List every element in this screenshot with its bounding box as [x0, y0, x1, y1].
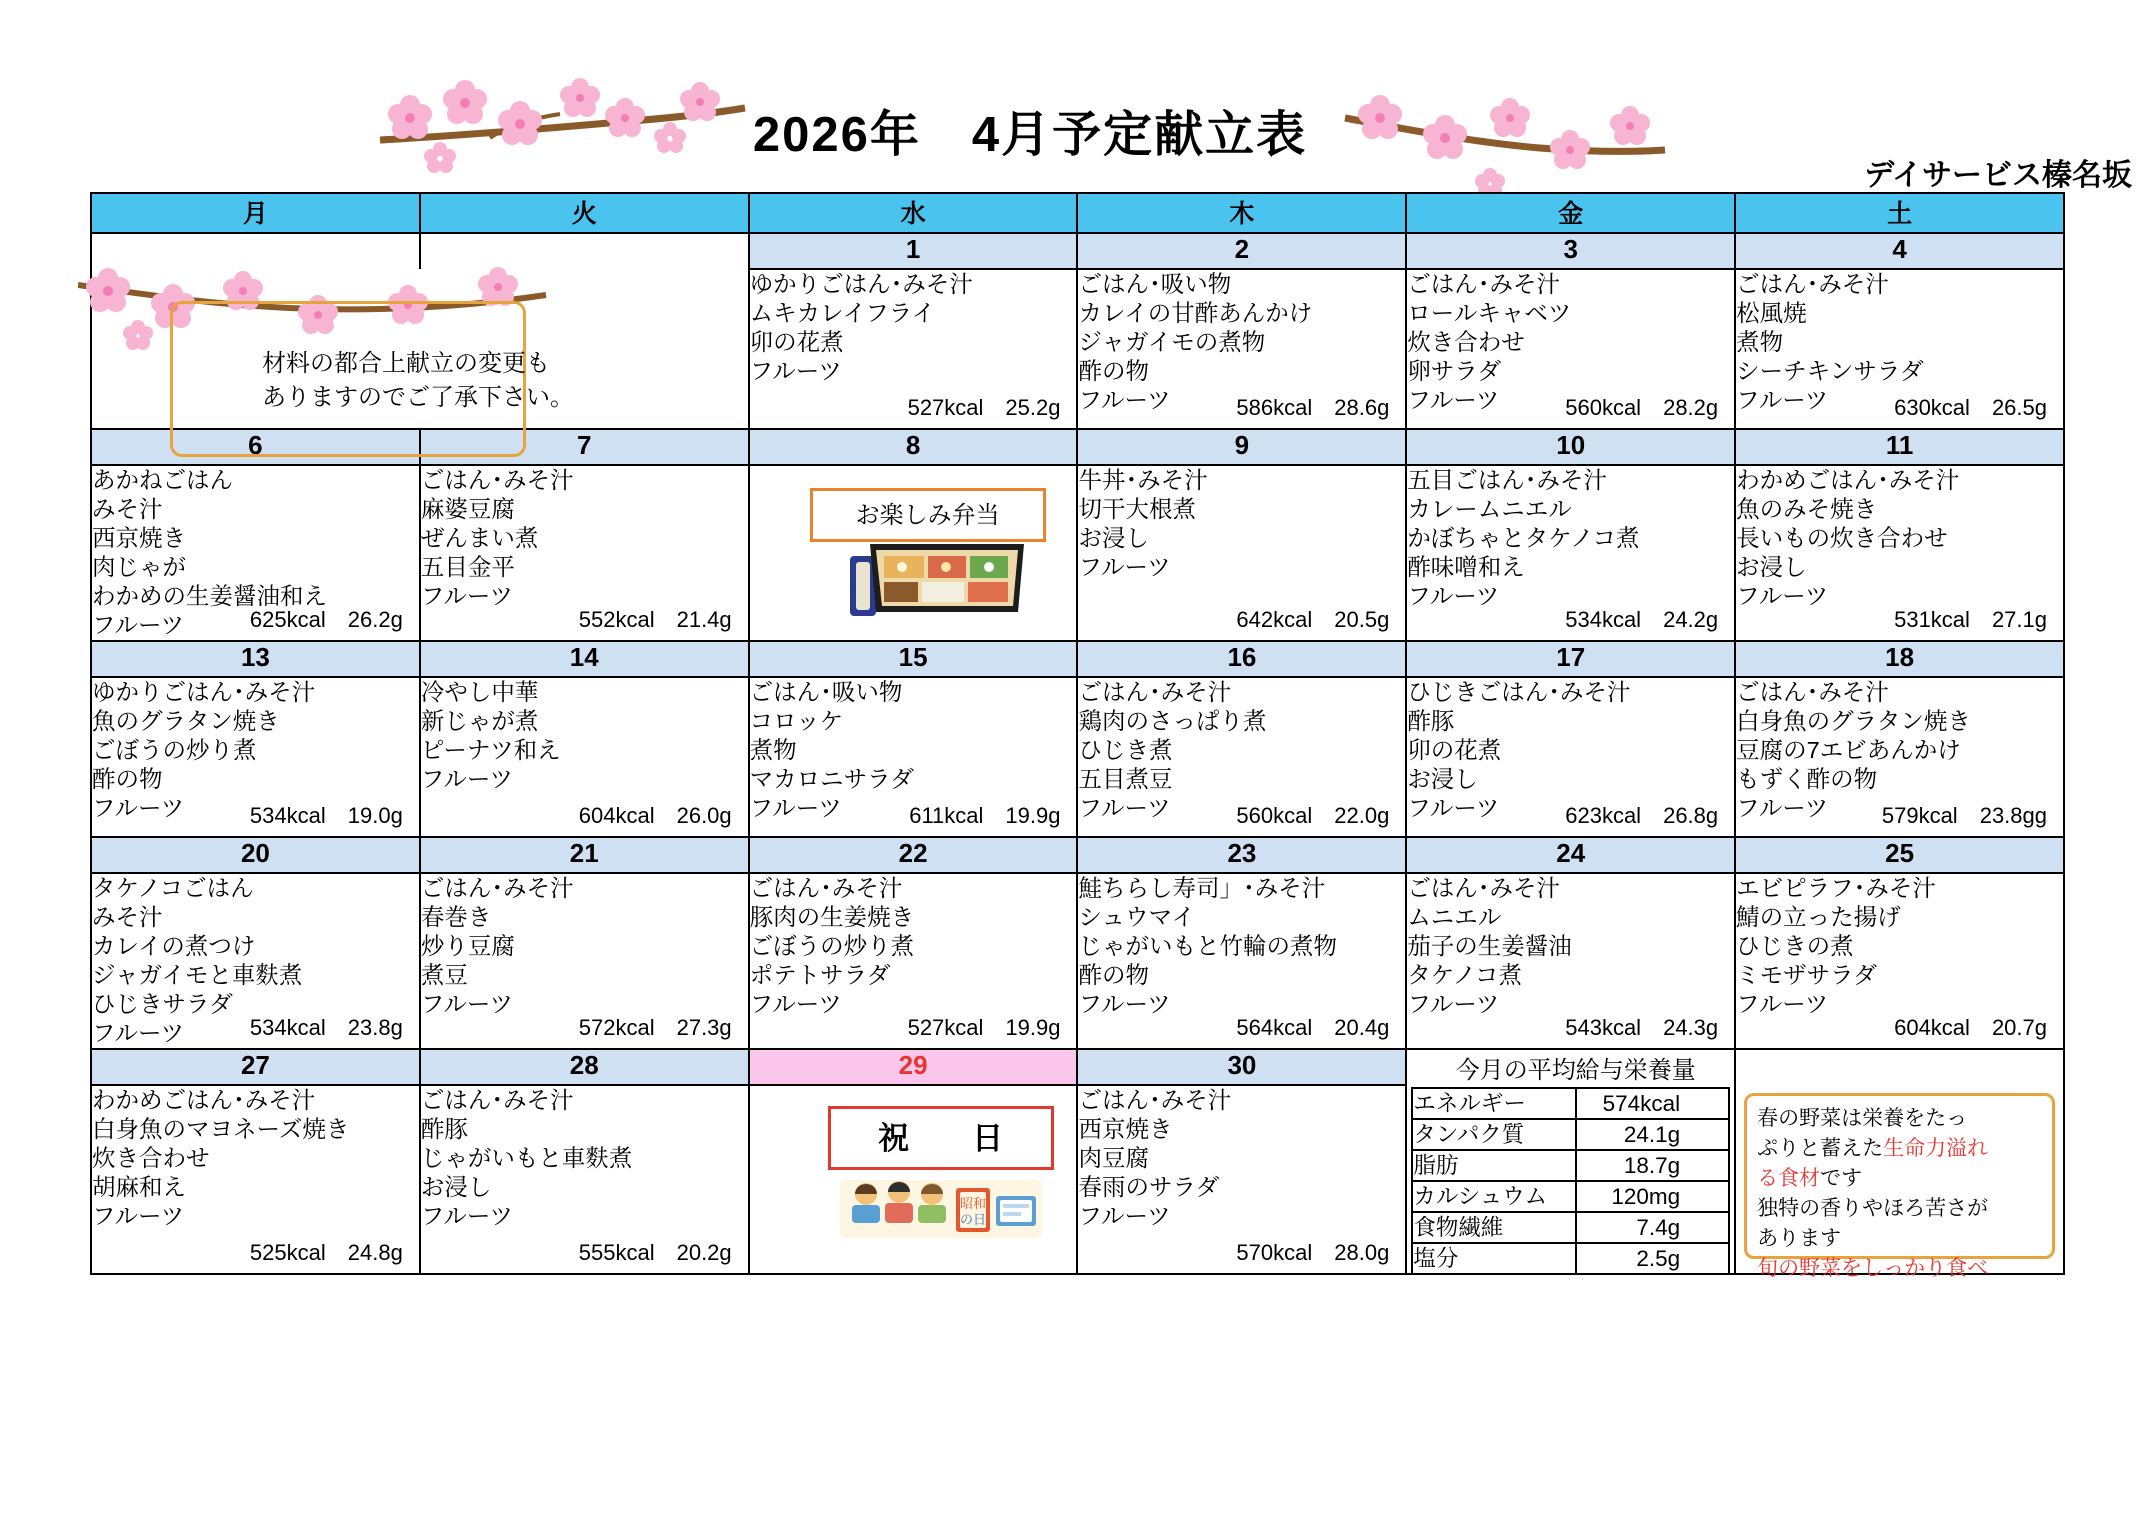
sakura-branch-left-icon [370, 78, 750, 188]
menu-item: お浸し [1407, 766, 1478, 792]
daynum-20: 20 [91, 837, 420, 873]
menu-cell-8 [749, 465, 1078, 641]
menu-item: 肉じゃが [92, 554, 186, 580]
nutrition-table [1411, 1087, 1730, 1273]
menu-item: じゃがいもと竹輪の煮物 [1078, 933, 1337, 959]
menu-item: わかめの生姜醤油和え [92, 583, 327, 609]
dow-sat: 土 [1735, 193, 2064, 233]
menu-item: フルーツ [1407, 583, 1500, 609]
nutrition-row [1412, 1243, 1729, 1273]
menu-item: ごはん･みそ汁 [420, 467, 574, 493]
menu-item: ジャガイモの煮物 [1078, 329, 1266, 355]
menu-item: ごはん･みそ汁 [420, 1087, 574, 1113]
menu-item: フルーツ [1736, 795, 1829, 821]
menu-item: 牛丼･みそ汁 [1078, 467, 1208, 493]
menu-item: ごはん･みそ汁 [1736, 679, 1889, 705]
daynum-14: 14 [420, 641, 749, 677]
daynum-22: 22 [749, 837, 1078, 873]
menu-item: ゆかりごはん･みそ汁 [749, 271, 973, 297]
daynum-row-5 [91, 1049, 2064, 1085]
menu-cell-20 [91, 873, 420, 1049]
menu-calendar-table [90, 192, 2065, 1280]
notice-cell [91, 269, 749, 429]
menu-item: ひじきごはん･みそ汁 [1407, 679, 1631, 705]
menu-item: 煮豆 [420, 962, 468, 988]
comment-line: 独特の香りやほろ苦さが [1757, 1197, 1989, 1220]
menu-cell-1 [749, 269, 1078, 429]
menu-item: わかめごはん･みそ汁 [1736, 467, 1960, 493]
menu-item: フルーツ [749, 795, 842, 821]
menu-item: 酢豚 [420, 1116, 468, 1142]
menu-item: ピーナツ和え [420, 737, 561, 763]
menu-cell-22 [749, 873, 1078, 1049]
menu-item: ひじきサラダ [92, 991, 233, 1017]
menu-item: ごはん･みそ汁 [1736, 271, 1889, 297]
menu-item: フルーツ [420, 1203, 513, 1229]
menu-item: 卯の花煮 [749, 329, 844, 355]
menu-item: タケノコごはん [92, 875, 254, 901]
menu-cell-6 [91, 465, 420, 641]
menu-item: ポテトサラダ [749, 962, 891, 988]
menu-cell-17 [1406, 677, 1735, 837]
menu-item: 煮物 [749, 737, 797, 763]
menu-cell-14 [420, 677, 749, 837]
menu-item: 酢の物 [1078, 962, 1149, 988]
daynum-8: 8 [749, 429, 1078, 465]
menu-item: ごはん･みそ汁 [1078, 679, 1232, 705]
menu-item: ごはん･吸い物 [749, 679, 903, 705]
menu-item: シーチキンサラダ [1736, 358, 1924, 384]
menu-item: わかめごはん･みそ汁 [92, 1087, 316, 1113]
kcal-label-15: 611kcal 19.9g [909, 803, 1061, 828]
daynum-row-4 [91, 837, 2064, 873]
menu-item: 白身魚のグラタン焼き [1736, 708, 1971, 734]
menu-row-3 [91, 677, 2064, 837]
menu-item: シュウマイ [1078, 904, 1196, 930]
menu-item: 肉豆腐 [1078, 1145, 1149, 1171]
menu-item: 鶏肉のさっぱり煮 [1078, 708, 1267, 734]
menu-item: 五目金平 [420, 554, 515, 580]
comment-line-2: ぷりと蓄えた生命力溢れ [1757, 1137, 1989, 1160]
menu-item: あかねごはん [92, 467, 233, 493]
menu-item: かぼちゃとタケノコ煮 [1407, 525, 1640, 551]
menu-item: 茄子の生姜醤油 [1407, 933, 1572, 959]
menu-row-1 [91, 269, 2064, 429]
kcal-label-25: 604kcal 20.7g [1894, 1015, 2047, 1040]
menu-item: フルーツ [92, 612, 185, 638]
dow-mon: 月 [91, 193, 420, 233]
menu-item: 炒り豆腐 [420, 933, 515, 959]
menu-item: 松風焼 [1736, 300, 1807, 326]
nutrition-row [1412, 1088, 1729, 1119]
menu-item: ごぼうの炒り煮 [749, 933, 915, 959]
menu-cell-16 [1077, 677, 1406, 837]
daynum-17: 17 [1406, 641, 1735, 677]
menu-cell-28 [420, 1085, 749, 1274]
menu-item: みそ汁 [92, 904, 163, 930]
svg-text:の日: の日 [959, 1212, 986, 1227]
menu-item: ごはん･みそ汁 [420, 875, 574, 901]
menu-item: ムニエル [1407, 904, 1502, 930]
page-title: 2026年 4月予定献立表 [752, 108, 1308, 162]
menu-item: 鯖の立った揚げ [1736, 904, 1901, 930]
menu-item: フルーツ [92, 1203, 185, 1229]
kcal-label-22: 527kcal 19.9g [907, 1015, 1061, 1040]
menu-item: 炊き合わせ [92, 1145, 210, 1171]
menu-item: ミモザサラダ [1736, 962, 1877, 988]
comment-header-cell [1735, 1049, 2064, 1085]
comment-line-3: る食材です [1757, 1167, 1863, 1190]
menu-item: フルーツ [1407, 991, 1500, 1017]
nutrition-row [1412, 1119, 1729, 1150]
menu-item: 切干大根煮 [1078, 496, 1196, 522]
kcal-label-14: 604kcal 26.0g [578, 803, 732, 828]
menu-item: フルーツ [1736, 387, 1829, 413]
menu-item: 春巻き [420, 904, 492, 930]
menu-item: 卵サラダ [1407, 358, 1502, 384]
kcal-label-30: 570kcal 28.0g [1236, 1240, 1390, 1265]
daynum-9: 9 [1077, 429, 1406, 465]
menu-item: 炊き合わせ [1407, 329, 1525, 355]
menu-item: 酢の物 [1078, 358, 1149, 384]
menu-item: ごはん･みそ汁 [1407, 875, 1561, 901]
menu-item: タケノコ煮 [1407, 962, 1522, 988]
notice-text-line2: ありますのでご了承下さい。 [262, 384, 574, 411]
menu-item: カレイの煮つけ [92, 933, 256, 959]
kcal-label-13: 534kcal 19.0g [249, 803, 403, 828]
nutrition-row [1412, 1212, 1729, 1243]
menu-item: みそ汁 [92, 496, 163, 522]
menu-cell-7 [420, 465, 749, 641]
menu-item: フルーツ [92, 1020, 185, 1046]
kcal-label-4: 630kcal 26.5g [1894, 395, 2047, 420]
menu-item: じゃがいもと車麩煮 [420, 1145, 633, 1171]
daynum-1: 1 [749, 233, 1078, 269]
menu-item: ごぼうの炒り煮 [92, 737, 257, 763]
daynum-18: 18 [1735, 641, 2064, 677]
menu-cell-25 [1735, 873, 2064, 1049]
menu-item: フルーツ [1407, 795, 1500, 821]
menu-item: ぜんまい煮 [420, 525, 539, 551]
menu-cell-27 [91, 1085, 420, 1274]
menu-item: 卯の花煮 [1407, 737, 1502, 763]
nutrition-value: 120mg [1576, 1181, 1729, 1212]
menu-item: 酢の物 [92, 766, 163, 792]
nutrition-label: カルシュウム [1412, 1181, 1575, 1212]
menu-item: ジャガイモと車麩煮 [92, 962, 303, 988]
menu-item: エビピラフ･みそ汁 [1736, 875, 1936, 901]
kcal-label-6: 625kcal 26.2g [249, 607, 403, 632]
menu-cell-18 [1735, 677, 2064, 837]
dow-wed: 水 [749, 193, 1078, 233]
facility-name: デイサービス榛名坂 [1864, 159, 2132, 192]
daynum-24: 24 [1406, 837, 1735, 873]
menu-item: フルーツ [92, 795, 185, 821]
menu-item: お浸し [1078, 525, 1149, 551]
menu-item: 五目煮豆 [1078, 766, 1173, 792]
menu-row-4 [91, 873, 2064, 1049]
kcal-label-21: 572kcal 27.3g [578, 1015, 732, 1040]
dow-thu: 木 [1077, 193, 1406, 233]
daynum-10: 10 [1406, 429, 1735, 465]
nutrition-label: エネルギー [1412, 1088, 1575, 1119]
menu-item: ごはん･みそ汁 [749, 875, 903, 901]
menu-item: ロールキャベツ [1407, 300, 1572, 326]
daynum-15: 15 [749, 641, 1078, 677]
menu-item: 豚肉の生姜焼き [749, 904, 915, 930]
kcal-label-1: 527kcal 25.2g [907, 395, 1061, 420]
menu-item: フルーツ [1078, 554, 1171, 580]
kcal-label-28: 555kcal 20.2g [578, 1240, 732, 1265]
menu-item: マカロニサラダ [749, 766, 914, 792]
kcal-label-17: 623kcal 26.8g [1565, 803, 1719, 828]
menu-cell-3 [1406, 269, 1735, 429]
daynum-13: 13 [91, 641, 420, 677]
comment-line: あります [1757, 1227, 1842, 1250]
menu-item: ごはん･吸い物 [1078, 271, 1232, 297]
menu-item: 酢味噌和え [1407, 554, 1525, 580]
menu-item: 胡麻和え [92, 1174, 186, 1200]
daynum-27: 27 [91, 1049, 420, 1085]
daynum-16: 16 [1077, 641, 1406, 677]
nutrition-label: 脂肪 [1412, 1150, 1575, 1181]
kcal-label-20: 534kcal 23.8g [249, 1015, 403, 1040]
menu-cell-13 [91, 677, 420, 837]
menu-item: 新じゃが煮 [420, 708, 539, 734]
daynum-21: 21 [420, 837, 749, 873]
menu-item: フルーツ [1078, 387, 1171, 413]
menu-item: 冷やし中華 [420, 679, 539, 705]
menu-item: お浸し [1736, 554, 1807, 580]
menu-cell-11 [1735, 465, 2064, 641]
kcal-label-24: 543kcal 24.3g [1565, 1015, 1719, 1040]
daynum-11: 11 [1735, 429, 2064, 465]
menu-item: 五目ごはん･みそ汁 [1407, 467, 1608, 493]
bento-box-icon [846, 538, 1031, 623]
nutrition-cell [1406, 1085, 1735, 1274]
menu-cell-29 [749, 1085, 1078, 1274]
kcal-label-23: 564kcal 20.4g [1236, 1015, 1390, 1040]
menu-cell-2 [1077, 269, 1406, 429]
nutrition-value: 7.4g [1576, 1212, 1729, 1243]
menu-item: 白身魚のマヨネーズ焼き [92, 1116, 350, 1142]
menu-item: 魚のみそ焼き [1736, 496, 1878, 522]
menu-item: フルーツ [749, 991, 842, 1017]
menu-item: 酢豚 [1407, 708, 1455, 734]
seasonal-comment-box [1744, 1093, 2055, 1280]
daynum-25: 25 [1735, 837, 2064, 873]
nutrition-row [1412, 1150, 1729, 1181]
kcal-label-7: 552kcal 21.4g [578, 607, 732, 632]
menu-item: お浸し [420, 1174, 492, 1200]
daynum-3: 3 [1406, 233, 1735, 269]
daynum-23: 23 [1077, 837, 1406, 873]
kcal-label-27: 525kcal 24.8g [249, 1240, 403, 1265]
menu-item: 春雨のサラダ [1078, 1174, 1220, 1200]
kcal-label-3: 560kcal 28.2g [1565, 395, 1719, 420]
kcal-label-18: 579kcal 23.8gg [1881, 803, 2047, 828]
dow-tue: 火 [420, 193, 749, 233]
menu-row-5 [91, 1085, 2064, 1274]
menu-item: ひじき煮 [1078, 737, 1173, 763]
menu-item: カレイの甘酢あんかけ [1078, 300, 1313, 326]
menu-item: 豆腐の7エビあんかけ [1736, 737, 1961, 763]
menu-cell-10 [1406, 465, 1735, 641]
menu-item: 西京焼き [1078, 1116, 1173, 1142]
menu-cell-15 [749, 677, 1078, 837]
kcal-label-9: 642kcal 20.5g [1236, 607, 1390, 632]
menu-item: 鮭ちらし寿司」･みそ汁 [1078, 875, 1326, 901]
menu-item: 麻婆豆腐 [420, 496, 515, 522]
dow-fri: 金 [1406, 193, 1735, 233]
kcal-label-16: 560kcal 22.0g [1236, 803, 1390, 828]
daynum-row-1 [91, 233, 2064, 269]
table-header-row [91, 193, 2064, 233]
nutrition-label: タンパク質 [1412, 1119, 1575, 1150]
nutrition-label: 塩分 [1412, 1243, 1575, 1273]
menu-item: フルーツ [420, 583, 513, 609]
menu-cell-24 [1406, 873, 1735, 1049]
nutrition-label: 食物繊維 [1412, 1212, 1575, 1243]
menu-cell-4 [1735, 269, 2064, 429]
menu-item: ごはん･みそ汁 [1078, 1087, 1232, 1113]
kcal-label-2: 586kcal 28.6g [1236, 395, 1390, 420]
nutrition-value: 2.5g [1576, 1243, 1729, 1273]
daynum-row-3 [91, 641, 2064, 677]
nutrition-row [1412, 1181, 1729, 1212]
menu-item: 長いもの炊き合わせ [1736, 525, 1948, 551]
daynum-7: 7 [420, 429, 749, 465]
daynum-29: 29 [749, 1049, 1078, 1085]
notice-text-line1: 材料の都合上献立の変更も [262, 350, 550, 377]
menu-item: ゆかりごはん･みそ汁 [92, 679, 316, 705]
daynum-4: 4 [1735, 233, 2064, 269]
holiday-label: 祝 日 [828, 1106, 1054, 1170]
menu-item: 魚のグラタン焼き [92, 708, 280, 734]
menu-item: コロッケ [749, 708, 844, 734]
daynum-28: 28 [420, 1049, 749, 1085]
menu-item: ごはん･みそ汁 [1407, 271, 1561, 297]
menu-item: もずく酢の物 [1736, 766, 1878, 792]
comment-cell [1735, 1085, 2064, 1280]
menu-cell-30 [1077, 1085, 1406, 1274]
menu-item: フルーツ [420, 766, 513, 792]
menu-item: フルーツ [749, 358, 842, 384]
menu-item: フルーツ [1736, 583, 1829, 609]
nutrition-value: 18.7g [1576, 1150, 1729, 1181]
nutrition-value: 24.1g [1576, 1119, 1729, 1150]
menu-item: フルーツ [1078, 795, 1171, 821]
menu-item: フルーツ [1736, 991, 1829, 1017]
comment-line: 春の野菜は栄養をたっ [1757, 1107, 1968, 1130]
menu-item: ひじきの煮 [1736, 933, 1854, 959]
menu-item: フルーツ [1078, 1203, 1171, 1229]
kcal-label-10: 534kcal 24.2g [1565, 607, 1719, 632]
kcal-label-11: 531kcal 27.1g [1894, 607, 2047, 632]
showa-no-hi-icon [836, 1174, 1046, 1244]
menu-cell-9 [1077, 465, 1406, 641]
menu-item: 西京焼き [92, 525, 186, 551]
nutrition-title: 今月の平均給与栄養量 [1406, 1049, 1735, 1085]
svg-text:昭和: 昭和 [959, 1196, 986, 1211]
daynum-w1-tue [420, 233, 749, 269]
bento-label: お楽しみ弁当 [810, 488, 1046, 542]
menu-cell-23 [1077, 873, 1406, 1049]
daynum-2: 2 [1077, 233, 1406, 269]
nutrition-value: 574kcal [1576, 1088, 1729, 1119]
menu-item: フルーツ [1407, 387, 1500, 413]
menu-item: ムキカレイフライ [749, 300, 936, 326]
daynum-30: 30 [1077, 1049, 1406, 1085]
menu-item: カレームニエル [1407, 496, 1572, 522]
menu-row-2 [91, 465, 2064, 641]
menu-item: 煮物 [1736, 329, 1784, 355]
comment-line-highlight: 旬の野菜をしっかり食べ [1757, 1257, 1989, 1280]
daynum-w1-mon [91, 233, 420, 269]
menu-item: フルーツ [420, 991, 513, 1017]
daynum-6: 6 [91, 429, 420, 465]
menu-item: フルーツ [1078, 991, 1171, 1017]
menu-cell-21 [420, 873, 749, 1049]
